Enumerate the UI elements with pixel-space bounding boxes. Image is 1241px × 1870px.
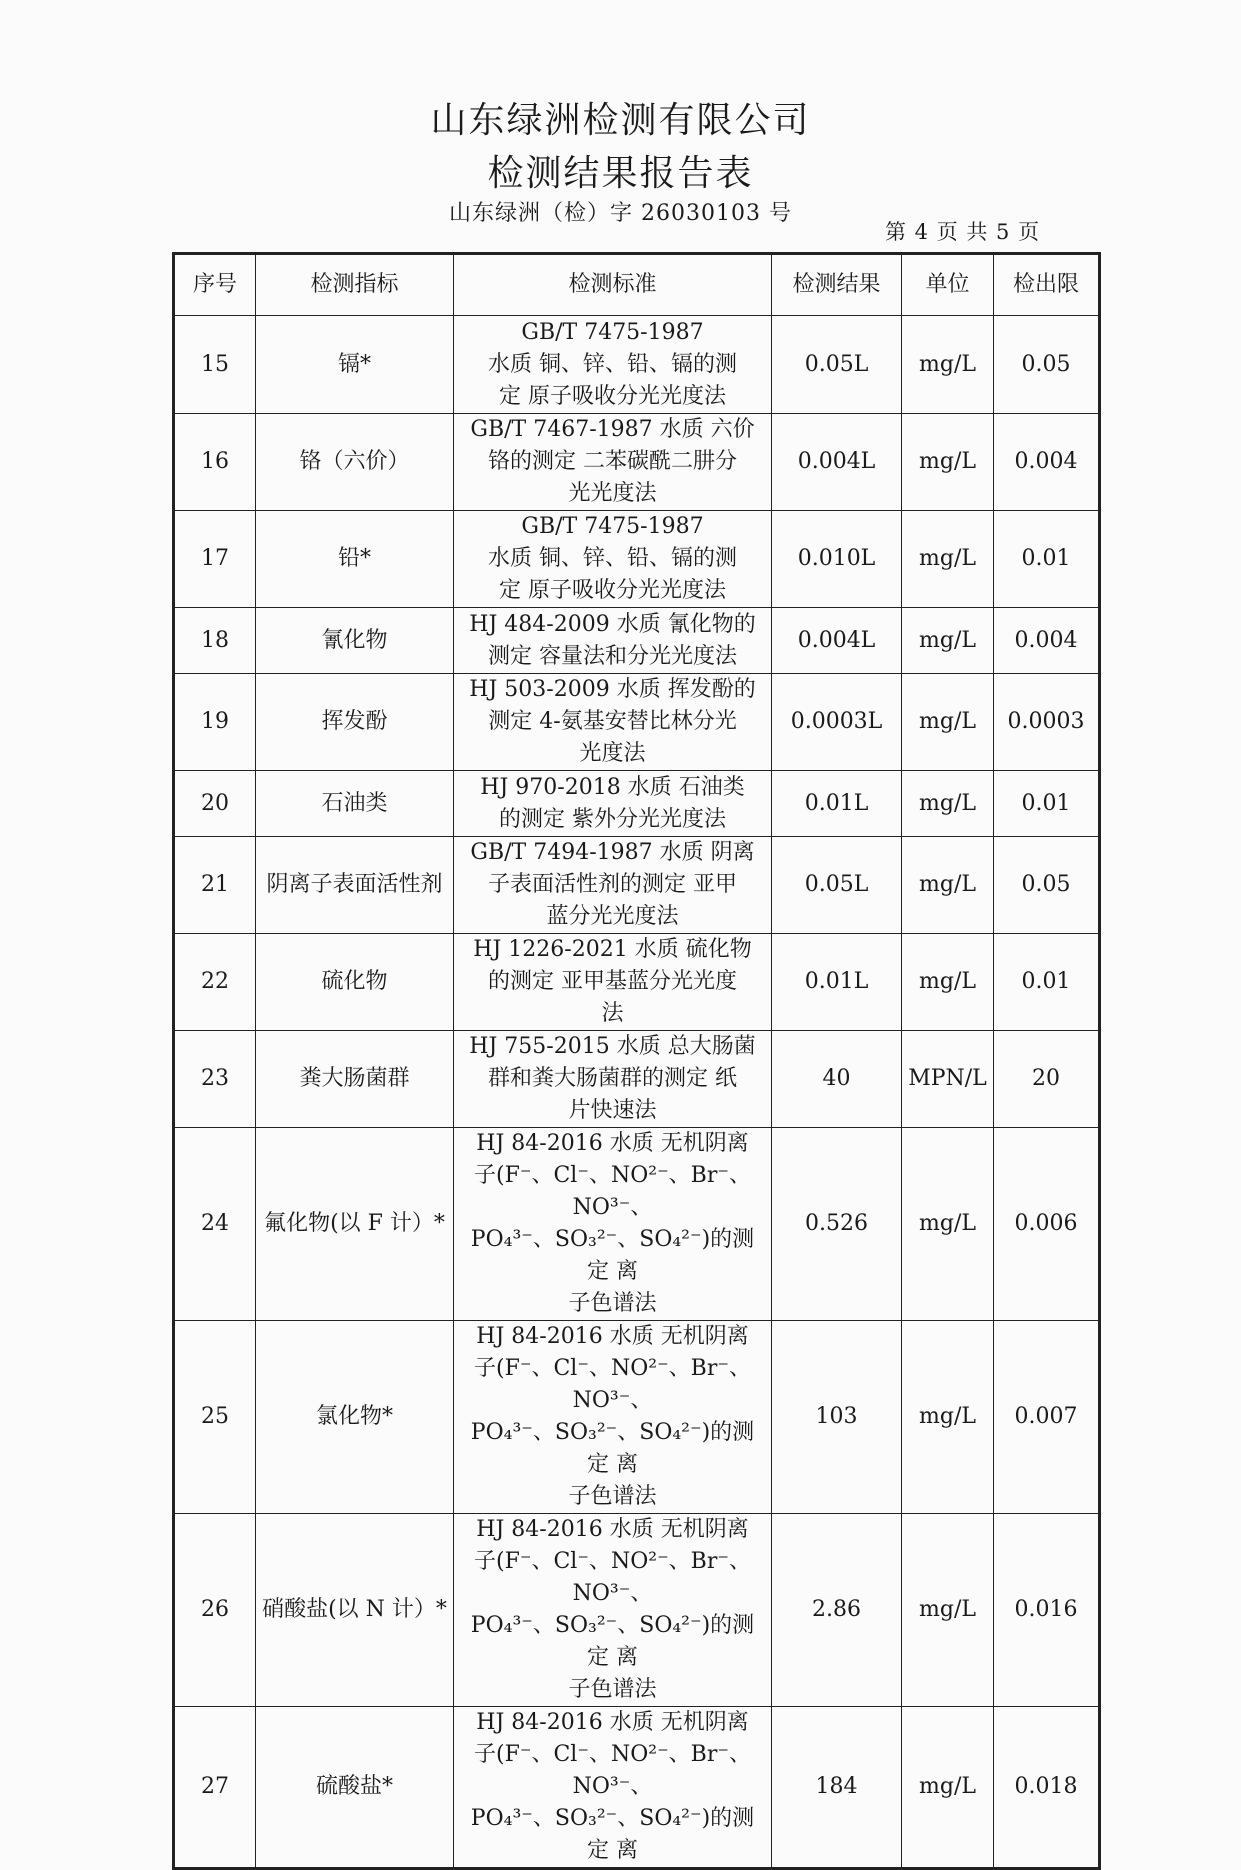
standard-line: 光光度法 — [568, 481, 657, 506]
row-result: 2.86 — [772, 1514, 902, 1707]
standard-line: 的测定 紫外分光光度法 — [499, 806, 726, 832]
header-unit: 单位 — [902, 254, 994, 316]
table-row — [174, 1031, 1100, 1128]
header-limit: 检出限 — [994, 254, 1100, 316]
report-title: 检测结果报告表 — [487, 153, 754, 194]
standard-line: GB/T 7467-1987 水质 六价 — [470, 417, 755, 442]
standard-line: 的测定 亚甲基蓝分光光度 — [488, 969, 737, 994]
standard-line: GB/T 7475-1987 — [521, 319, 704, 345]
row-standard — [454, 1707, 772, 1869]
row-item: 铅* — [256, 511, 454, 608]
row-limit: 0.016 — [994, 1514, 1100, 1707]
row-item: 硫酸盐* — [256, 1707, 454, 1869]
table-row — [174, 1514, 1100, 1707]
standard-line: PO₄³⁻、SO₃²⁻、SO₄²⁻)的测定 离 — [470, 1613, 755, 1670]
row-result: 0.0003L — [772, 674, 902, 771]
page-number: 第 4 页 共 5 页 — [885, 220, 1041, 244]
standard-line: HJ 84-2016 水质 无机阴离 — [476, 1517, 749, 1542]
standard-line: 群和粪大肠菌群的测定 纸 — [488, 1066, 737, 1091]
table-row — [174, 1128, 1100, 1321]
row-standard — [454, 674, 772, 771]
row-item: 粪大肠菌群 — [256, 1031, 454, 1128]
standard-line: 测定 容量法和分光光度法 — [488, 643, 737, 669]
header-item: 检测指标 — [256, 254, 454, 316]
standard-line: HJ 1226-2021 水质 硫化物 — [473, 937, 752, 962]
standard-line: GB/T 7475-1987 — [521, 514, 704, 539]
table-row — [174, 608, 1100, 674]
standard-line: 子(F⁻、Cl⁻、NO²⁻、Br⁻、NO³⁻、 — [474, 1742, 751, 1799]
row-item: 挥发酚 — [256, 674, 454, 771]
row-result: 0.01L — [772, 934, 902, 1031]
standard-line: HJ 84-2016 水质 无机阴离 — [476, 1131, 749, 1156]
table-row — [174, 934, 1100, 1031]
row-unit: mg/L — [902, 414, 994, 511]
row-result: 103 — [772, 1321, 902, 1514]
standard-line: 子(F⁻、Cl⁻、NO²⁻、Br⁻、NO³⁻、 — [474, 1549, 751, 1606]
row-standard — [454, 934, 772, 1031]
row-item: 石油类 — [256, 771, 454, 837]
standard-line: 定 原子吸收分光光度法 — [499, 578, 726, 603]
row-number: 22 — [174, 934, 256, 1031]
standard-line: 光度法 — [579, 741, 646, 766]
row-unit: MPN/L — [902, 1031, 994, 1128]
row-item: 铬（六价） — [256, 414, 454, 511]
standard-line: PO₄³⁻、SO₃²⁻、SO₄²⁻)的测定 离 — [470, 1806, 755, 1863]
row-unit: mg/L — [902, 511, 994, 608]
row-standard — [454, 837, 772, 934]
row-standard — [454, 608, 772, 674]
row-result: 0.05L — [772, 837, 902, 934]
row-result: 0.05L — [772, 316, 902, 414]
row-result: 0.010L — [772, 511, 902, 608]
standard-line: 子表面活性剂的测定 亚甲 — [488, 872, 737, 897]
row-item: 氰化物 — [256, 608, 454, 674]
table-row — [174, 1321, 1100, 1514]
table-row — [174, 837, 1100, 934]
row-item: 硫化物 — [256, 934, 454, 1031]
row-unit: mg/L — [902, 1707, 994, 1869]
row-number: 24 — [174, 1128, 256, 1321]
row-unit: mg/L — [902, 1514, 994, 1707]
standard-line: 子色谱法 — [568, 1677, 657, 1702]
row-limit: 0.006 — [994, 1128, 1100, 1321]
table-body — [174, 316, 1100, 1869]
row-standard — [454, 414, 772, 511]
row-standard — [454, 1514, 772, 1707]
row-limit: 0.004 — [994, 608, 1100, 674]
row-unit: mg/L — [902, 771, 994, 837]
row-result: 184 — [772, 1707, 902, 1869]
row-number: 17 — [174, 511, 256, 608]
row-limit: 0.007 — [994, 1321, 1100, 1514]
row-item: 硝酸盐(以 N 计）* — [256, 1514, 454, 1707]
standard-line: 法 — [601, 1001, 624, 1026]
standard-line: 定 原子吸收分光光度法 — [499, 383, 726, 409]
row-limit: 0.05 — [994, 837, 1100, 934]
row-limit: 0.0003 — [994, 674, 1100, 771]
row-item: 镉* — [256, 316, 454, 414]
row-limit: 0.004 — [994, 414, 1100, 511]
table-row — [174, 771, 1100, 837]
standard-line: HJ 84-2016 水质 无机阴离 — [476, 1710, 749, 1735]
header-standard: 检测标准 — [454, 254, 772, 316]
row-item: 氟化物(以 F 计）* — [256, 1128, 454, 1321]
row-number: 19 — [174, 674, 256, 771]
standard-line: HJ 970-2018 水质 石油类 — [480, 774, 745, 800]
row-number: 20 — [174, 771, 256, 837]
row-unit: mg/L — [902, 608, 994, 674]
row-number: 27 — [174, 1707, 256, 1869]
header-no: 序号 — [174, 254, 256, 316]
row-limit: 20 — [994, 1031, 1100, 1128]
table-row — [174, 316, 1100, 414]
table-row — [174, 674, 1100, 771]
results-table — [172, 252, 1101, 1870]
standard-line: PO₄³⁻、SO₃²⁻、SO₄²⁻)的测定 离 — [470, 1420, 755, 1477]
header-result: 检测结果 — [772, 254, 902, 316]
row-number: 18 — [174, 608, 256, 674]
row-number: 26 — [174, 1514, 256, 1707]
row-item: 氯化物* — [256, 1321, 454, 1514]
row-limit: 0.018 — [994, 1707, 1100, 1869]
row-result: 0.004L — [772, 608, 902, 674]
row-limit: 0.01 — [994, 934, 1100, 1031]
table-header-row — [174, 254, 1100, 316]
row-unit: mg/L — [902, 837, 994, 934]
row-standard — [454, 316, 772, 414]
row-result: 0.526 — [772, 1128, 902, 1321]
standard-line: 子(F⁻、Cl⁻、NO²⁻、Br⁻、NO³⁻、 — [474, 1163, 751, 1220]
standard-line: HJ 84-2016 水质 无机阴离 — [476, 1324, 749, 1349]
standard-line: HJ 503-2009 水质 挥发酚的 — [469, 677, 756, 702]
company-name: 山东绿洲检测有限公司 — [430, 100, 811, 141]
row-unit: mg/L — [902, 316, 994, 414]
standard-line: 水质 铜、锌、铅、镉的测 — [488, 351, 737, 377]
table-row — [174, 414, 1100, 511]
standard-line: 测定 4-氨基安替比林分光 — [488, 709, 737, 734]
document-number: 山东绿洲（检）字 26030103 号 — [449, 201, 792, 226]
standard-line: HJ 484-2009 水质 氰化物的 — [469, 611, 756, 637]
standard-line: GB/T 7494-1987 水质 阴离 — [470, 840, 755, 865]
row-number: 16 — [174, 414, 256, 511]
row-unit: mg/L — [902, 1128, 994, 1321]
row-standard — [454, 771, 772, 837]
row-standard — [454, 511, 772, 608]
row-item: 阴离子表面活性剂 — [256, 837, 454, 934]
standard-line: 子(F⁻、Cl⁻、NO²⁻、Br⁻、NO³⁻、 — [474, 1356, 751, 1413]
row-standard — [454, 1128, 772, 1321]
row-limit: 0.05 — [994, 316, 1100, 414]
row-standard — [454, 1031, 772, 1128]
standard-line: PO₄³⁻、SO₃²⁻、SO₄²⁻)的测定 离 — [470, 1227, 755, 1284]
standard-line: 蓝分光光度法 — [546, 904, 679, 929]
row-number: 23 — [174, 1031, 256, 1128]
table-row — [174, 1707, 1100, 1869]
row-unit: mg/L — [902, 1321, 994, 1514]
standard-line: 铬的测定 二苯碳酰二肼分 — [488, 449, 737, 474]
standard-line: HJ 755-2015 水质 总大肠菌 — [469, 1034, 756, 1059]
row-unit: mg/L — [902, 934, 994, 1031]
row-number: 15 — [174, 316, 256, 414]
standard-line: 子色谱法 — [568, 1484, 657, 1509]
standard-line: 片快速法 — [568, 1098, 657, 1123]
row-number: 21 — [174, 837, 256, 934]
row-unit: mg/L — [902, 674, 994, 771]
row-result: 40 — [772, 1031, 902, 1128]
row-limit: 0.01 — [994, 771, 1100, 837]
table-row — [174, 511, 1100, 608]
row-standard — [454, 1321, 772, 1514]
row-number: 25 — [174, 1321, 256, 1514]
standard-line: 子色谱法 — [568, 1291, 657, 1316]
standard-line: 水质 铜、锌、铅、镉的测 — [488, 546, 737, 571]
row-result: 0.01L — [772, 771, 902, 837]
row-limit: 0.01 — [994, 511, 1100, 608]
row-result: 0.004L — [772, 414, 902, 511]
